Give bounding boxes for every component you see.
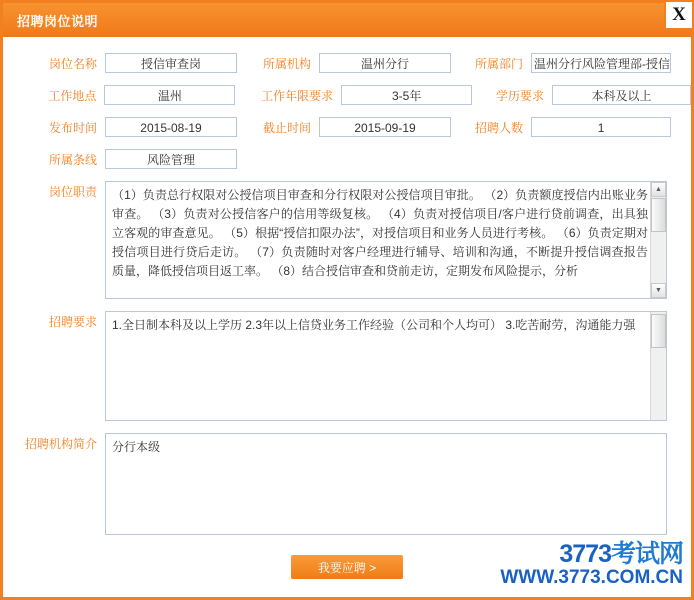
page-title: 招聘岗位说明 (17, 13, 99, 29)
input-work-location[interactable]: 温州 (104, 85, 235, 105)
label-deadline-date: 截止时间 (263, 120, 312, 135)
label-headcount: 招聘人数 (475, 120, 524, 135)
scrollbar-job-duty[interactable] (650, 182, 666, 298)
input-deadline-date[interactable]: 2015-09-19 (319, 117, 451, 137)
label-experience-requirement: 工作年限要求 (261, 88, 334, 103)
form-row-duty (3, 181, 691, 299)
textarea-org-intro[interactable] (105, 433, 667, 535)
textarea-recruit-requirement[interactable] (105, 311, 667, 421)
input-headcount[interactable]: 1 (531, 117, 671, 137)
apply-button[interactable]: 我要应聘 > (291, 555, 403, 579)
form-row-org-intro (3, 433, 691, 535)
input-department[interactable]: 温州分行风险管理部-授信 (531, 53, 671, 73)
label-publish-date: 发布时间 (48, 120, 97, 135)
label-recruit-requirement: 招聘要求 (48, 315, 97, 329)
label-department: 所属部门 (475, 56, 524, 71)
scroll-down-icon[interactable]: ▼ (651, 283, 666, 298)
textarea-org-intro-text: 分行本级 (112, 440, 161, 454)
scroll-up-icon[interactable]: ▲ (651, 182, 666, 197)
dialog-titlebar (3, 3, 691, 37)
form-row-3 (3, 117, 691, 137)
watermark-line-2: WWW.3773.COM.CN (500, 567, 683, 588)
label-job-duty: 岗位职责 (48, 185, 97, 199)
form-row-requirement (3, 311, 691, 421)
scrollbar-thumb[interactable] (651, 198, 666, 232)
label-org-intro: 招聘机构简介 (24, 437, 97, 451)
scrollbar-thumb[interactable] (651, 314, 666, 348)
input-job-title[interactable]: 授信审查岗 (105, 53, 237, 73)
watermark-site-name: 考试网 (610, 540, 683, 568)
label-job-title: 岗位名称 (48, 56, 97, 71)
site-watermark (500, 534, 683, 589)
input-business-line[interactable]: 风险管理 (105, 149, 237, 169)
form-row-1 (3, 53, 691, 73)
scrollbar-recruit-requirement[interactable] (650, 312, 666, 420)
textarea-job-duty-text: （1）负责总行权限对公授信项目审查和分行权限对公授信项目审批。 （2）负责额度授信内出账业务审查。 （3）负责对公授信客户的信用等级复核。 （4）负责对授信项目/客户进行贷前调查，出具独立客观的审查意见。 （5）根据“授信扣限办法”，对授信项目和业务人员进行考核。 （6）负责定期对授信项目进行贷后走访。 （7）负责随时对客户经理进行辅导、培训和沟通，不断提升授信调查报告质量，降低授信项目返工率。 （8）结合授信审查和贷前走访，定期发布风险提示，分析 (112, 188, 648, 278)
close-button[interactable]: X (664, 0, 694, 30)
input-publish-date[interactable]: 2015-08-19 (105, 117, 237, 137)
input-organization[interactable]: 温州分行 (319, 53, 451, 73)
job-form (3, 37, 691, 579)
watermark-number: 3773 (559, 540, 611, 568)
textarea-job-duty[interactable] (105, 181, 667, 299)
input-experience-requirement[interactable]: 3-5年 (341, 85, 472, 105)
input-education-requirement[interactable]: 本科及以上 (552, 85, 691, 105)
form-row-2 (3, 85, 691, 105)
form-row-4 (3, 149, 691, 169)
label-organization: 所属机构 (263, 56, 312, 71)
label-work-location: 工作地点 (48, 88, 97, 103)
textarea-recruit-requirement-text: 1.全日制本科及以上学历 2.3年以上信贷业务工作经验（公司和个人均可） 3.吃苦耐劳，沟通能力强 (112, 318, 636, 332)
watermark-line-1 (500, 534, 683, 570)
label-business-line: 所属条线 (48, 152, 97, 167)
label-education-requirement: 学历要求 (496, 88, 545, 103)
